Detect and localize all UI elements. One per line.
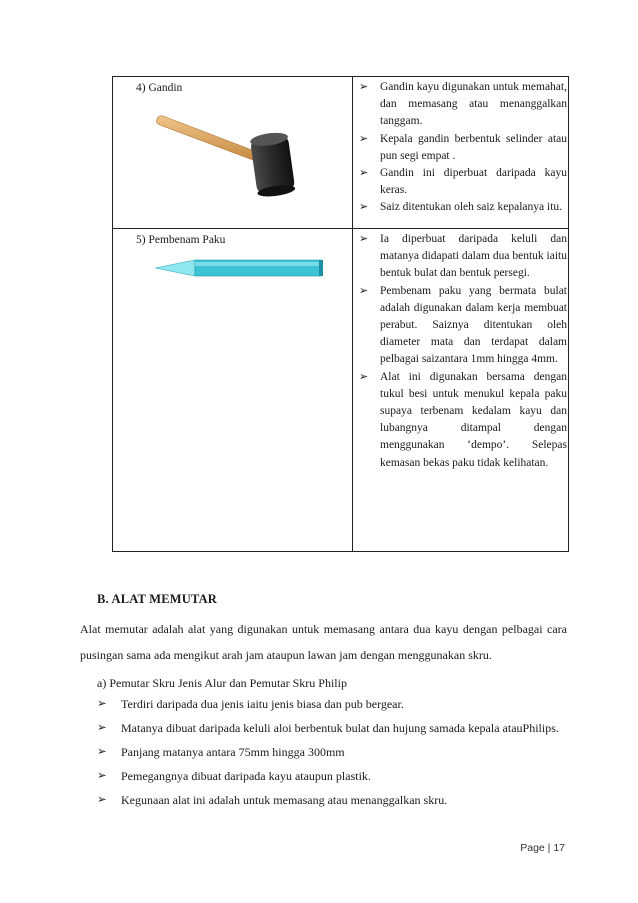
nail-punch-icon	[155, 258, 325, 278]
pembenam-paku-points	[357, 231, 567, 472]
list-item: ➢ Saiz ditentukan oleh saiz kepalanya itu.	[357, 199, 567, 216]
arrow-bullet-icon: ➢	[359, 233, 369, 245]
arrow-bullet-icon: ➢	[97, 698, 107, 710]
item-label-pembenam-paku: 5) Pembenam Paku	[136, 234, 226, 246]
gandin-points	[357, 79, 567, 217]
table-column-divider	[352, 77, 353, 551]
section-title: B. ALAT MEMUTAR	[97, 592, 218, 606]
arrow-bullet-icon: ➢	[97, 746, 107, 758]
list-item: ➢ Pemegangnya dibuat daripada kayu ataupun plastik.	[97, 764, 567, 788]
subheading: a) Pemutar Skru Jenis Alur dan Pemutar Skru Philip	[97, 676, 347, 690]
list-item: ➢ Matanya dibuat daripada keluli aloi berbentuk bulat dan hujung samada kepala atauPhilips.	[97, 716, 567, 740]
arrow-bullet-icon: ➢	[359, 132, 369, 145]
section-paragraph: Alat memutar adalah alat yang digunakan untuk memasang antara dua kayu dengan pelbagai cara pusingan sama ada mengikut arah jam ataupun lawan jam dengan menggunakan skru.	[80, 622, 567, 662]
list-item: ➢ Pembenam paku yang bermata bulat adalah digunakan dalam kerja membuat perabut. Saiznya ditentukan oleh diameter mata dan terdapat dalam pelbagai saizantara 1mm hingga 4mm.	[359, 284, 567, 366]
list-item: ➢ Ia diperbuat daripada keluli dan matanya didapati dalam dua bentuk iaitu bentuk bulat dan bentuk persegi.	[359, 233, 567, 280]
list-item: ➢ Kegunaan alat ini adalah untuk memasang atau menanggalkan skru.	[97, 788, 567, 812]
arrow-bullet-icon: ➢	[97, 770, 107, 782]
arrow-bullet-icon: ➢	[97, 794, 107, 806]
list-item: ➢ Terdiri daripada dua jenis iaitu jenis biasa dan pub bergear.	[97, 692, 567, 716]
arrow-bullet-icon: ➢	[97, 722, 107, 734]
arrow-bullet-icon: ➢	[359, 81, 369, 93]
arrow-bullet-icon: ➢	[359, 284, 369, 297]
table-row-divider	[113, 228, 568, 229]
arrow-bullet-icon: ➢	[359, 201, 369, 214]
item-label-gandin: 4) Gandin	[136, 82, 183, 94]
page-number: Page | 17	[520, 842, 565, 854]
list-item: ➢ Kepala gandin berbentuk selinder atau pun segi empat .	[359, 132, 567, 162]
tools-table	[112, 76, 569, 552]
list-item: ➢ Alat ini digunakan bersama dengan tukul besi untuk menukul kepala paku supaya terbenam kedalam kayu dan lubangnya ditampal dengan menggunakan ‘dempo’. Selepas kemasan bekas paku tidak kelihatan.	[359, 370, 567, 469]
list-item: ➢ Gandin kayu digunakan untuk memahat, dan memasang atau menanggalkan tanggam.	[359, 81, 567, 128]
screwdriver-points	[97, 692, 567, 812]
arrow-bullet-icon: ➢	[359, 370, 369, 383]
mallet-icon	[153, 105, 303, 205]
list-item: ➢ Panjang matanya antara 75mm hingga 300mm	[97, 740, 567, 764]
arrow-bullet-icon: ➢	[359, 167, 369, 180]
list-item: ➢ Gandin ini diperbuat daripada kayu keras.	[359, 167, 567, 197]
